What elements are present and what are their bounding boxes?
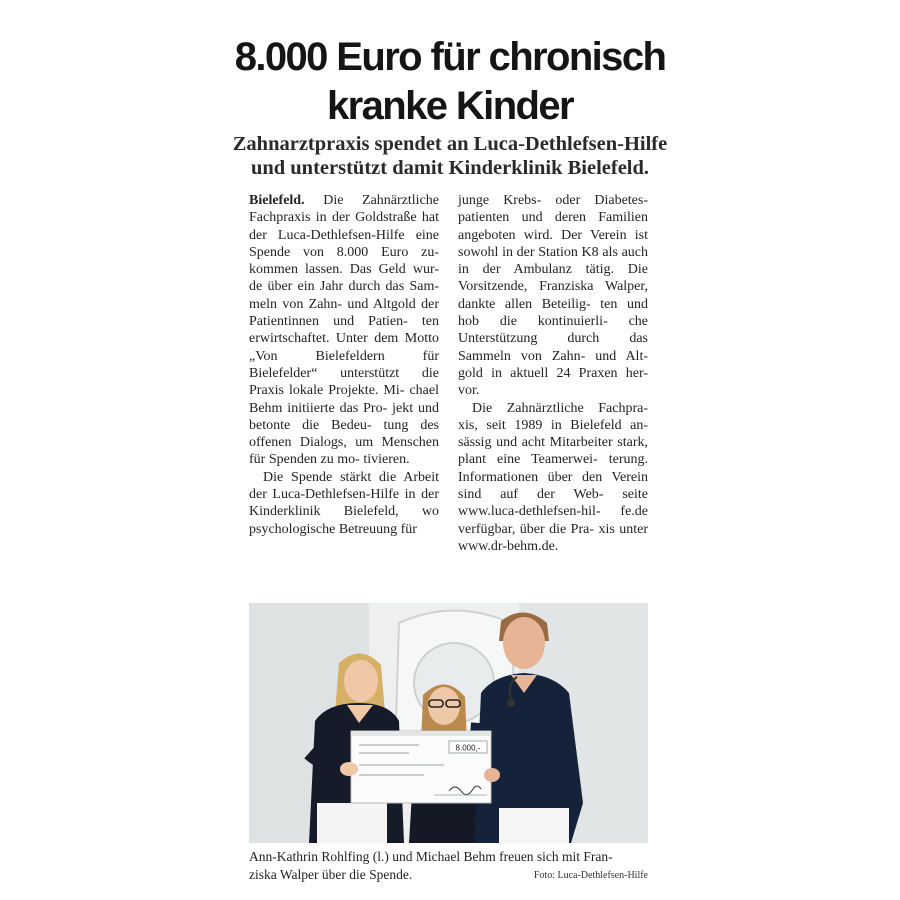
text-line: Die Vorsitzende, Franziska [458,262,649,295]
text-line: ten erwirtschaftet. Unter dem [249,314,439,347]
text-line: hat der Luca-Dethlefsen-Hilfe [249,210,440,243]
text-line: fe.de verfügbar, über die Pra- [458,504,648,537]
headline-line-1: 8.000 Euro für chronisch [234,35,666,79]
text-line: eine Spende von 8.000 Euro zu- [249,227,440,260]
caption-line-1: Ann-Kathrin Rohlfing (l.) und Michael Behm freuen sich mit Fran- [249,849,613,864]
headline [200,33,700,131]
text-line: der Patientinnen und Patien- [249,296,439,330]
text-line: Bielefelder“ unterstützt die [249,365,439,381]
text-line: stark, plant eine Teamerwei- [458,435,648,468]
text-line: patienten und deren Familien [458,210,648,226]
subheadline [200,132,700,180]
text-line: vor. [458,383,480,399]
text-line: kommen lassen. Das Geld wur- [249,262,439,278]
subheadline-line-2: und unterstützt damit Kinderklinik Bielefeld. [250,157,650,179]
text-line: chael Behm initiierte das Pro- [249,383,439,416]
text-line: Walper, dankte allen Beteilig- [458,279,648,312]
text-line: che Unterstützung durch das [458,314,649,347]
text-line: Fachpraxis in der Goldstraße [249,210,417,226]
text-line: Die Spende stärkt die Arbeit [263,469,439,485]
paragraph-4 [458,400,648,556]
paragraph-3 [458,192,648,400]
text-line: gold in aktuell 24 Praxen her- [458,365,648,381]
subheadline-line-1: Zahnarztpraxis spendet an Luca-Dethlefsen-Hilfe [232,133,668,155]
text-line: den Verein sind auf der Web- [458,469,649,503]
text-line: Menschen für Spenden zu mo- [249,435,439,468]
text-line: der Luca-Dethlefsen-Hilfe in [249,487,416,503]
text-line: jekt und betonte die Bedeu- [249,400,439,433]
text-line: Motto „Von Bielefeldern für [249,331,439,364]
text-line: sowohl in der Station K8 als [458,244,618,260]
text-line: Sammeln von Zahn- und Alt- [458,348,648,364]
text-line: Die Zahnärztliche [323,193,439,208]
text-line: xis unter www.dr-behm.de. [458,521,649,554]
dateline: Bielefeld. [249,193,305,208]
cheque-amount: 8.000,- [455,743,481,753]
caption-line-2: ziska Walper über die Spende. [249,866,413,882]
article-photo [249,603,648,843]
text-line: terung. Informationen über [458,452,649,485]
photo-credit: Foto: Luca-Dethlefsen-Hilfe [533,870,648,881]
text-line: psychologische Betreuung für [249,521,417,537]
text-line: seite www.luca-dethlefsen-hil- [458,487,649,520]
text-line: xis, seit 1989 in Bielefeld an- [458,417,648,433]
paragraph-1 [249,192,439,469]
paragraph-2 [249,469,439,538]
text-line: angeboten wird. Der Verein ist [458,227,648,243]
text-line: tivieren. [363,452,410,468]
article-column-2 [458,192,648,555]
text-line: auch in der Ambulanz tätig. [458,244,649,278]
text-line: tung des offenen Dialogs, um [249,417,439,451]
text-line: de über ein Jahr durch das Sam- [249,279,439,295]
donation-cheque [351,731,491,803]
text-line: ten und hob die kontinuierli- [458,296,648,330]
text-line: Die Zahnärztliche Fachpra- [472,400,648,416]
article-column-1 [249,192,439,538]
text-line: meln von Zahn- und Altgold [249,296,416,312]
text-line: der Kinderklinik Bielefeld, wo [249,487,439,520]
text-line: junge Krebs- oder Diabetes- [458,193,648,208]
text-line: sässig und acht Mitarbeiter [458,435,613,451]
text-line: Praxis lokale Projekte. Mi- [249,383,405,399]
headline-line-2: kranke Kinder [327,84,573,128]
